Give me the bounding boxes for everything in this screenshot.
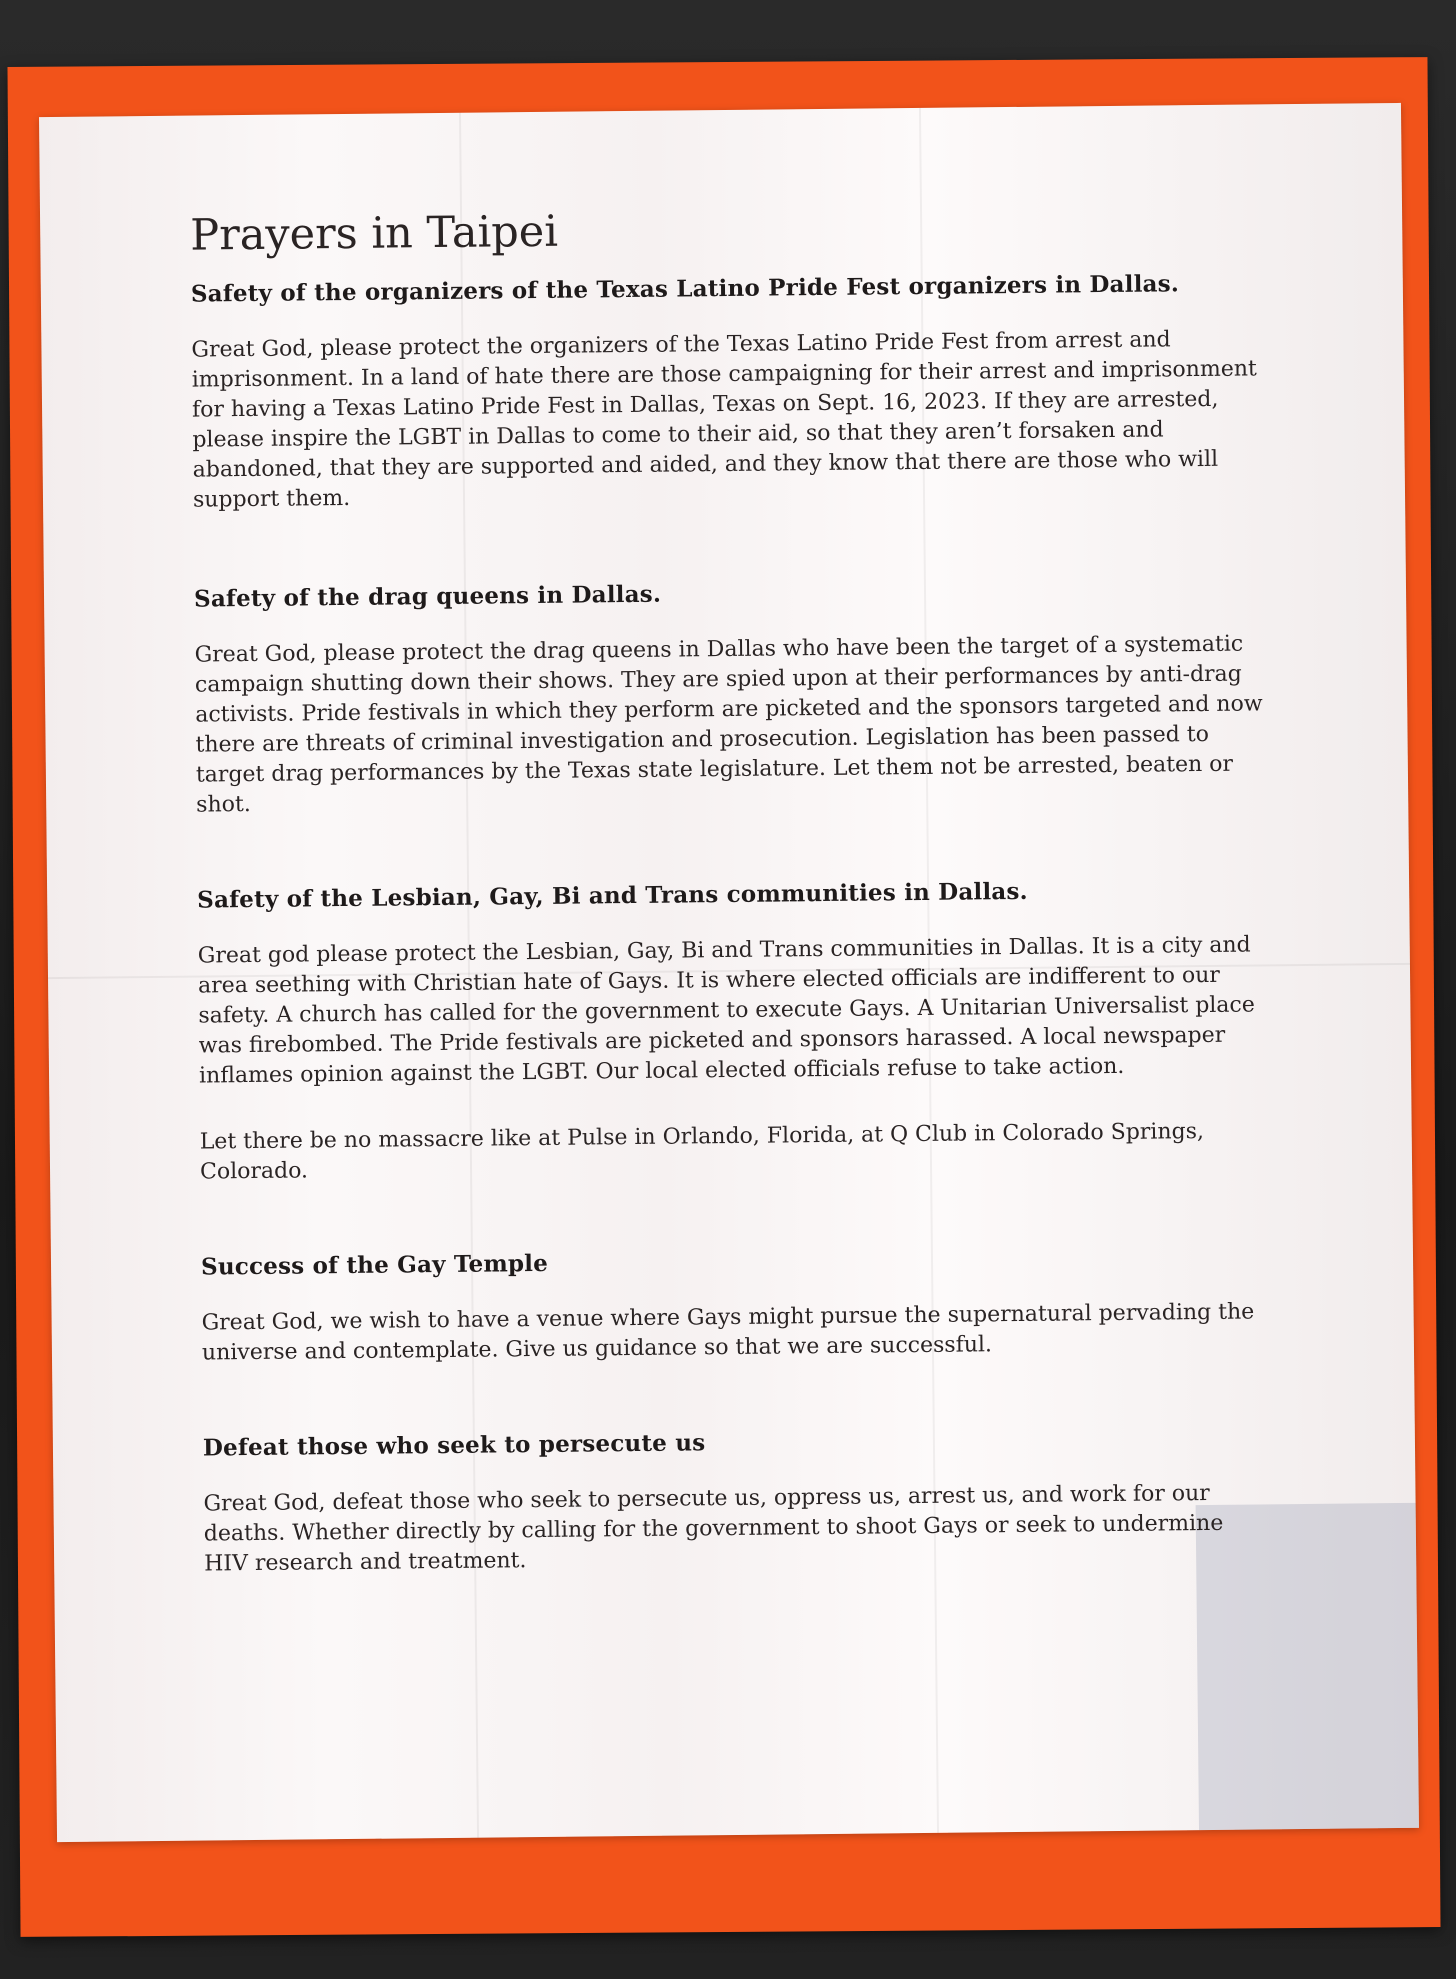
section-paragraph: Great God, please protect the drag queens in Dallas who have been the target of a systematic campaign shutting down their shows. They are spied upon at their performances by anti-drag activists. Pride festivals in which they perform are picketed and the sponsors targeted and now there are threats of criminal investigation and prosecution. Legislation has been passed to target drag performances by the Texas state legislature. Let them not be arrested, beaten or shot. xyxy=(194,631,1263,818)
section-heading: Defeat those who seek to persecute us xyxy=(202,1429,706,1462)
section-heading: Success of the Gay Temple xyxy=(200,1249,549,1281)
prayer-section xyxy=(203,1423,1274,1579)
section-paragraph: Let there be no massacre like at Pulse in Orlando, Florida, at Q Club in Colorado Springs, Colorado. xyxy=(199,1119,1205,1185)
section-paragraph: Great God, we wish to have a venue where Gays might pursue the supernatural pervading the universe and contemplate. Give us guidance so that we are successful. xyxy=(201,1299,1255,1366)
prayer-section xyxy=(191,269,1263,515)
prayer-section xyxy=(197,875,1270,1187)
section-paragraph: Great God, defeat those who seek to persecute us, oppress us, arrest us, and work for our deaths. Whether directly by calling for the government to shoot Gays or seek to undermine HIV research and treatment. xyxy=(203,1480,1224,1577)
paper-sheet xyxy=(39,103,1419,1842)
section-heading: Safety of the organizers of the Texas Latino Pride Fest organizers in Dallas. xyxy=(190,270,1180,308)
prayer-section xyxy=(201,1242,1272,1368)
section-paragraph: Great God, please protect the organizers of the Texas Latino Pride Fest from arrest and imprisonment. In a land of hate there are those campaigning for their arrest and imprisonment for having a Texas Latino Pride Fest in Dallas, Texas on Sept. 16, 2023. If they are arrested, please inspire the LGBT in Dallas to come to their aid, so that they aren’t forsaken and abandoned, that they are supported and aided, and they know that there are those who will support them. xyxy=(191,327,1257,513)
section-heading: Safety of the Lesbian, Gay, Bi and Trans communities in Dallas. xyxy=(197,877,1028,914)
document-title: Prayers in Taipei xyxy=(189,206,559,261)
prayer-section xyxy=(194,574,1266,820)
section-heading: Safety of the drag queens in Dallas. xyxy=(193,580,662,613)
document-content xyxy=(190,199,1275,1645)
section-paragraph: Great god please protect the Lesbian, Gay, Bi and Trans communities in Dallas. It is a city and area seething with Christian hate of Gays. It is where elected officials are indifferent to our safety. A church has called for the government to execute Gays. A Unitarian Universalist place was firebombed. The Pride festivals are picketed and sponsors harassed. A local newspaper inflames opinion against the LGBT. Our local elected officials refuse to take action. xyxy=(197,932,1255,1089)
